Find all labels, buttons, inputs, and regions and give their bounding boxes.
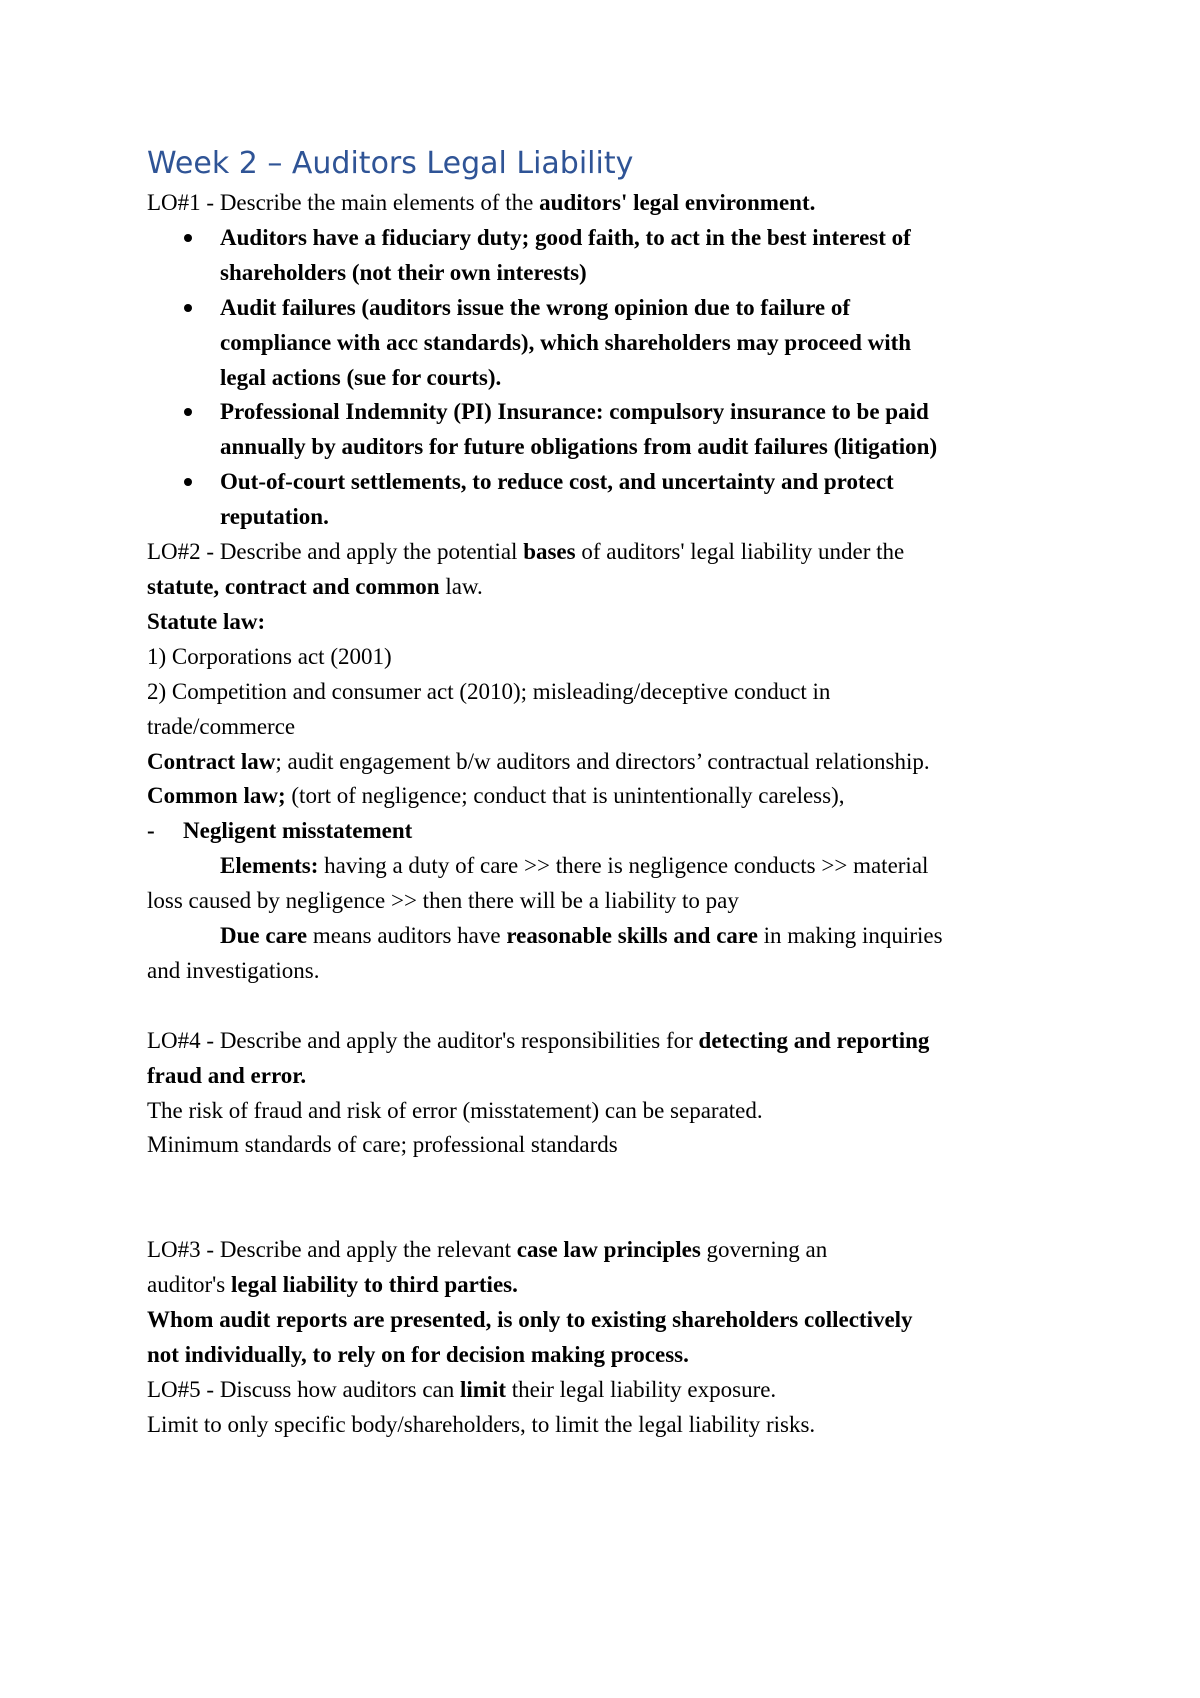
bullet-line: Out-of-court settlements, to reduce cost, and uncertainty and protect bbox=[220, 469, 894, 495]
common-law-text: (tort of negligence; conduct that is unintentionally careless), bbox=[285, 783, 845, 809]
elements-label: Elements: bbox=[220, 853, 319, 879]
bullet-icon bbox=[184, 478, 192, 486]
negligent-title: Negligent misstatement bbox=[183, 818, 413, 844]
lo4-heading-cont: fraud and error. bbox=[147, 1062, 307, 1088]
lo4-line: The risk of fraud and risk of error (misstatement) can be separated. bbox=[147, 1097, 763, 1123]
bullet-line: reputation. bbox=[220, 504, 329, 530]
lo4-bold: detecting and reporting bbox=[698, 1027, 930, 1053]
lo2-bold: statute, contract and common bbox=[147, 573, 440, 599]
bullet-line: Audit failures (auditors issue the wrong opinion due to failure of bbox=[220, 294, 851, 320]
elements-line bbox=[147, 849, 1067, 884]
lo4-text: LO#4 - Describe and apply the auditor's responsibilities for bbox=[147, 1027, 699, 1053]
lo5-line: Limit to only specific body/shareholders, to limit the legal liability risks. bbox=[147, 1411, 816, 1437]
lo3-text: governing an bbox=[700, 1237, 828, 1263]
contract-law-label: Contract law bbox=[147, 748, 276, 774]
due-care-text: means auditors have bbox=[307, 923, 507, 949]
elements-line-cont: loss caused by negligence >> then there will be a liability to pay bbox=[147, 888, 739, 914]
due-care-bold: reasonable skills and care bbox=[506, 923, 758, 949]
lo5-text: their legal liability exposure. bbox=[506, 1376, 777, 1402]
lo5-bold: limit bbox=[460, 1376, 507, 1402]
contract-law-text: ; audit engagement b/w auditors and directors’ contractual relationship. bbox=[275, 748, 930, 774]
bullet-icon bbox=[184, 304, 192, 312]
lo2-text: of auditors' legal liability under the bbox=[575, 539, 905, 565]
lo4-heading bbox=[147, 1024, 1067, 1059]
due-care-line-cont: and investigations. bbox=[147, 957, 320, 983]
lo3-line: not individually, to rely on for decision making process. bbox=[147, 1341, 689, 1367]
bullet-line: shareholders (not their own interests) bbox=[220, 259, 587, 285]
lo2-text: law. bbox=[439, 573, 483, 599]
lo4-line: Minimum standards of care; professional standards bbox=[147, 1132, 618, 1158]
bullet-line: annually by auditors for future obligations from audit failures (litigation) bbox=[220, 434, 938, 460]
lo5-text: LO#5 - Discuss how auditors can bbox=[147, 1376, 461, 1402]
elements-text: having a duty of care >> there is negligence conducts >> material bbox=[318, 853, 929, 879]
statute-heading: Statute law: bbox=[147, 608, 266, 634]
bullet-line: legal actions (sue for courts). bbox=[220, 364, 502, 390]
statute-item: 2) Competition and consumer act (2010); misleading/deceptive conduct in bbox=[147, 678, 831, 704]
bullet-icon bbox=[184, 234, 192, 242]
lo1-text: LO#1 - Describe the main elements of the bbox=[147, 190, 540, 215]
contract-law-line bbox=[147, 745, 1067, 780]
lo1-bold: auditors' legal environment. bbox=[539, 190, 816, 215]
lo3-line: Whom audit reports are presented, is only to existing shareholders collectively bbox=[147, 1306, 913, 1332]
negligent-heading bbox=[147, 814, 1067, 849]
bullet-item bbox=[147, 395, 1067, 465]
lo3-text: auditor's bbox=[147, 1272, 231, 1298]
bullet-item bbox=[147, 465, 1067, 535]
lo3-bold: legal liability to third parties. bbox=[231, 1272, 518, 1298]
lo1-bullet-list bbox=[147, 221, 1067, 535]
blank-line bbox=[147, 989, 1067, 1024]
lo3-heading bbox=[147, 1233, 1067, 1268]
lo2-heading-cont bbox=[147, 570, 1067, 605]
lo3-heading-cont bbox=[147, 1268, 1067, 1303]
lo5-heading bbox=[147, 1373, 1067, 1408]
bullet-line: compliance with acc standards), which shareholders may proceed with bbox=[220, 329, 912, 355]
lo2-text: LO#2 - Describe and apply the potential bbox=[147, 539, 524, 565]
common-law-line bbox=[147, 779, 1067, 814]
due-care-line bbox=[147, 919, 1067, 954]
blank-lines bbox=[147, 1163, 1067, 1233]
document-body bbox=[147, 142, 1067, 1443]
lo2-heading bbox=[147, 535, 1067, 570]
lo3-bold: case law principles bbox=[516, 1237, 701, 1263]
bullet-item bbox=[147, 291, 1067, 396]
bullet-line: Professional Indemnity (PI) Insurance: compulsory insurance to be paid bbox=[220, 399, 929, 425]
statute-item: 1) Corporations act (2001) bbox=[147, 643, 392, 669]
bullet-item bbox=[147, 221, 1067, 291]
page-title: Week 2 – Auditors Legal Liability bbox=[147, 146, 634, 181]
common-law-label: Common law; bbox=[147, 783, 286, 809]
bullet-line: Auditors have a fiduciary duty; good faith, to act in the best interest of bbox=[220, 224, 911, 250]
due-care-label: Due care bbox=[220, 923, 308, 949]
lo1-heading bbox=[147, 186, 1067, 221]
due-care-text: in making inquiries bbox=[757, 923, 943, 949]
bullet-icon bbox=[184, 408, 192, 416]
statute-item-cont: trade/commerce bbox=[147, 713, 296, 739]
lo3-text: LO#3 - Describe and apply the relevant bbox=[147, 1237, 517, 1263]
lo2-bold: bases bbox=[523, 539, 576, 565]
dash-marker: - bbox=[147, 818, 155, 844]
